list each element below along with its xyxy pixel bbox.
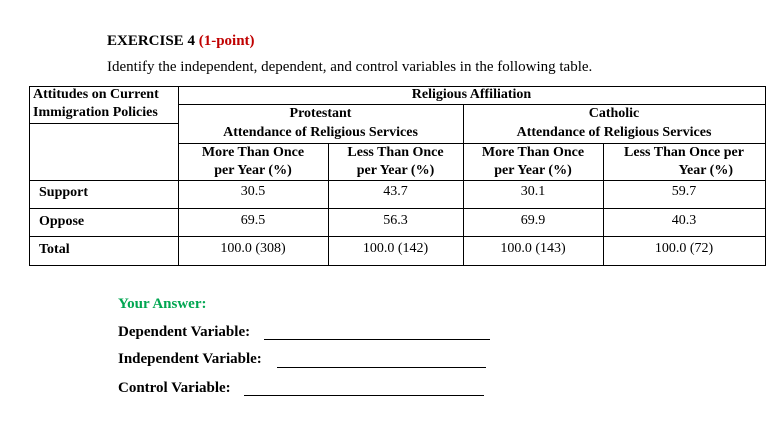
table-cell: 43.7 (383, 184, 408, 199)
exercise-number: EXERCISE 4 (107, 33, 195, 49)
col-header-c-more-1: More Than Once (481, 145, 585, 160)
col-header-c-more-2: per Year (%) (494, 163, 572, 178)
row-header-line2: Immigration Policies (33, 105, 158, 120)
row-header-line1: Attitudes on Current (33, 87, 159, 102)
table-cell: 100.0 (143) (500, 241, 566, 256)
table-rule-row2 (29, 236, 765, 237)
table-cell: 69.5 (240, 213, 266, 228)
col-header-p-more-1: More Than Once (201, 145, 305, 160)
table-cell: 30.1 (520, 184, 546, 199)
answer-heading: Your Answer: (118, 296, 207, 312)
row-label-oppose: Oppose (39, 214, 85, 229)
independent-variable-label: Independent Variable: (118, 351, 262, 367)
table-cell: 56.3 (383, 213, 408, 228)
control-variable-label: Control Variable: (118, 380, 231, 396)
col-header-p-less-2: per Year (%) (356, 163, 435, 178)
control-variable-blank[interactable] (244, 395, 484, 396)
exercise-instruction: Identify the independent, dependent, and control variables in the following table. (107, 59, 593, 75)
group-name-protestant: Protestant (289, 106, 352, 121)
subheader-protestant: Attendance of Religious Services (223, 125, 418, 140)
row-label-support: Support (39, 185, 89, 200)
table-cell: 100.0 (72) (654, 241, 714, 256)
group-header: Religious Affiliation (411, 87, 532, 102)
dependent-variable-label: Dependent Variable: (118, 324, 251, 340)
table-border-right (765, 86, 766, 266)
col-header-c-less-2: Year (%) (678, 163, 733, 178)
exercise-title (107, 33, 255, 50)
table-cell: 69.9 (520, 213, 546, 228)
table-cell: 59.7 (671, 184, 697, 199)
table-cell: 30.5 (240, 184, 266, 199)
subheader-catholic: Attendance of Religious Services (516, 125, 712, 140)
table-cell: 100.0 (142) (362, 241, 429, 256)
exercise-points: (1-point) (198, 33, 255, 49)
group-name-catholic: Catholic (588, 106, 640, 121)
table-cell: 100.0 (308) (220, 241, 286, 256)
col-header-c-less-1: Less Than Once per (624, 145, 744, 160)
table-border-left (29, 86, 30, 266)
col-header-p-less-1: Less Than Once (347, 145, 444, 160)
table-rule-header-bottom (29, 180, 765, 181)
table-rule-rowheader (29, 123, 178, 124)
dependent-variable-blank[interactable] (264, 339, 490, 340)
table-border-bottom (29, 265, 765, 266)
row-label-total: Total (39, 242, 70, 257)
independent-variable-blank[interactable] (277, 367, 486, 368)
table-rule-row1 (29, 208, 765, 209)
table-cell: 40.3 (671, 213, 697, 228)
col-header-p-more-2: per Year (%) (214, 163, 292, 178)
